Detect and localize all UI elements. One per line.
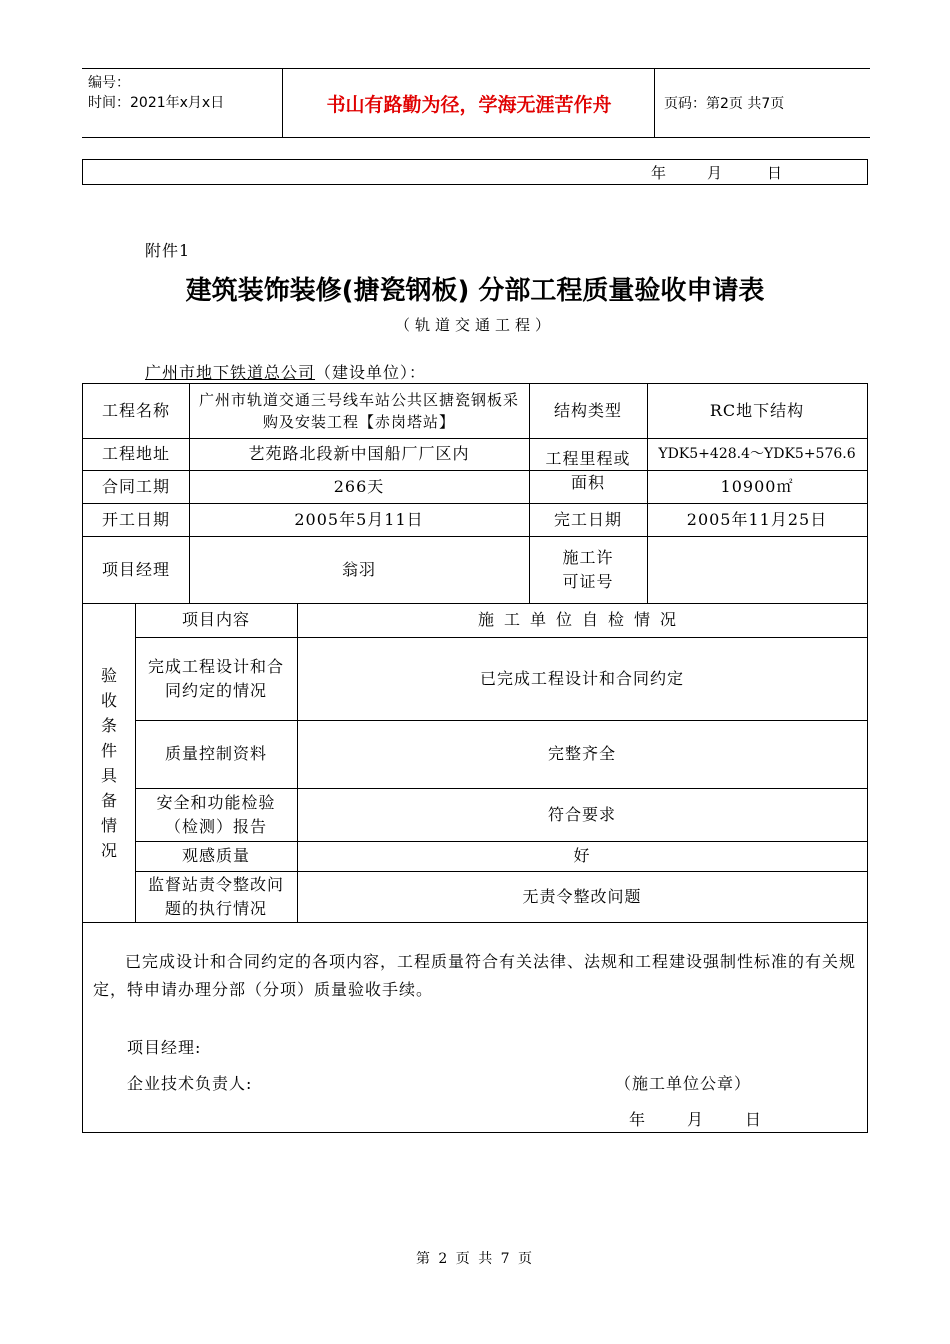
project-name-value: 广州市轨道交通三号线车站公共区搪瓷钢板采购及安装工程【赤岗塔站】 [198, 391, 519, 431]
document-header [82, 68, 870, 138]
permit-label: 施工许可证号 [562, 547, 614, 591]
start-date-label: 开工日期 [101, 509, 170, 529]
time-line: 时间：2021年x月x日 [88, 95, 225, 111]
signature-month: 月 [687, 1110, 705, 1129]
client-name: 广州市地下铁道总公司 [145, 363, 316, 382]
address-value: 艺苑路北段新中国船厂厂区内 [248, 444, 470, 463]
header-divider [282, 69, 283, 137]
acceptance-item: 质量控制资料 [164, 744, 267, 763]
area-value: 10900㎡ [720, 476, 794, 496]
project-name-label: 工程名称 [101, 401, 170, 420]
acceptance-item: 监督站责令整改问题的执行情况 [147, 874, 284, 918]
header-page-info: 页码：第2页 共7页 [664, 96, 785, 112]
acceptance-result: 符合要求 [547, 804, 616, 824]
col-item-header: 项目内容 [181, 610, 250, 629]
acceptance-result: 已完成工程设计和合同约定 [479, 668, 684, 688]
row-line [83, 922, 867, 923]
client-line [145, 360, 426, 383]
permit-value [647, 536, 867, 603]
application-table [82, 383, 868, 1133]
start-date-value: 2005年5月11日 [294, 509, 424, 529]
date-bar [82, 159, 868, 185]
acceptance-item: 观感质量 [181, 846, 250, 865]
header-divider [654, 69, 655, 137]
structure-type-value: RC地下结构 [709, 401, 805, 420]
page-subtitle: （轨道交通工程） [394, 316, 555, 334]
serial-label: 编号： [88, 75, 130, 91]
date-day: 日 [767, 164, 783, 182]
attachment-label: 附件1 [145, 241, 191, 260]
structure-type-label: 结构类型 [553, 401, 622, 420]
statement-text: 已完成设计和合同约定的各项内容，工程质量符合有关法律、法规和工程建设强制性标准的有关规定，特申请办理分部（分项）质量验收手续。 [93, 952, 857, 999]
acceptance-result: 完整齐全 [547, 744, 616, 763]
acceptance-side-label: 验收条件具备情况 [100, 666, 117, 860]
manager-value: 翁羽 [341, 559, 376, 579]
header-motto: 书山有路勤为径，学海无涯苦作舟 [326, 93, 612, 116]
manager-label: 项目经理 [101, 559, 170, 579]
end-date-value: 2005年11月25日 [686, 509, 828, 529]
address-label: 工程地址 [101, 444, 170, 463]
end-date-label: 完工日期 [553, 509, 622, 529]
signature-tech-lead: 企业技术负责人: [127, 1074, 253, 1093]
mileage-value: YDK5+428.4～YDK5+576.6 [658, 446, 856, 462]
signature-day: 日 [745, 1110, 763, 1129]
contractor-seal-label: （施工单位公章） [615, 1074, 752, 1093]
signature-year: 年 [629, 1110, 647, 1129]
date-year: 年 [651, 164, 667, 182]
page-title: 建筑装饰装修(搪瓷钢板) 分部工程质量验收申请表 [185, 276, 765, 306]
mileage-label: 工程里程或面积 [545, 448, 631, 492]
col-check-header: 施工单位自检情况 [477, 610, 686, 629]
page-footer: 第 2 页 共 7 页 [415, 1251, 535, 1267]
acceptance-result: 好 [573, 846, 591, 865]
contract-period-label: 合同工期 [101, 476, 170, 496]
date-month: 月 [707, 164, 723, 182]
acceptance-result: 无责令整改问题 [522, 886, 642, 906]
client-suffix: （建设单位）： [315, 363, 427, 382]
contract-period-value: 266天 [333, 476, 385, 496]
acceptance-item: 完成工程设计和合同约定的情况 [147, 656, 284, 700]
acceptance-item: 安全和功能检验（检测）报告 [156, 792, 276, 836]
header-meta [88, 73, 224, 113]
signature-project-manager: 项目经理: [127, 1038, 202, 1057]
